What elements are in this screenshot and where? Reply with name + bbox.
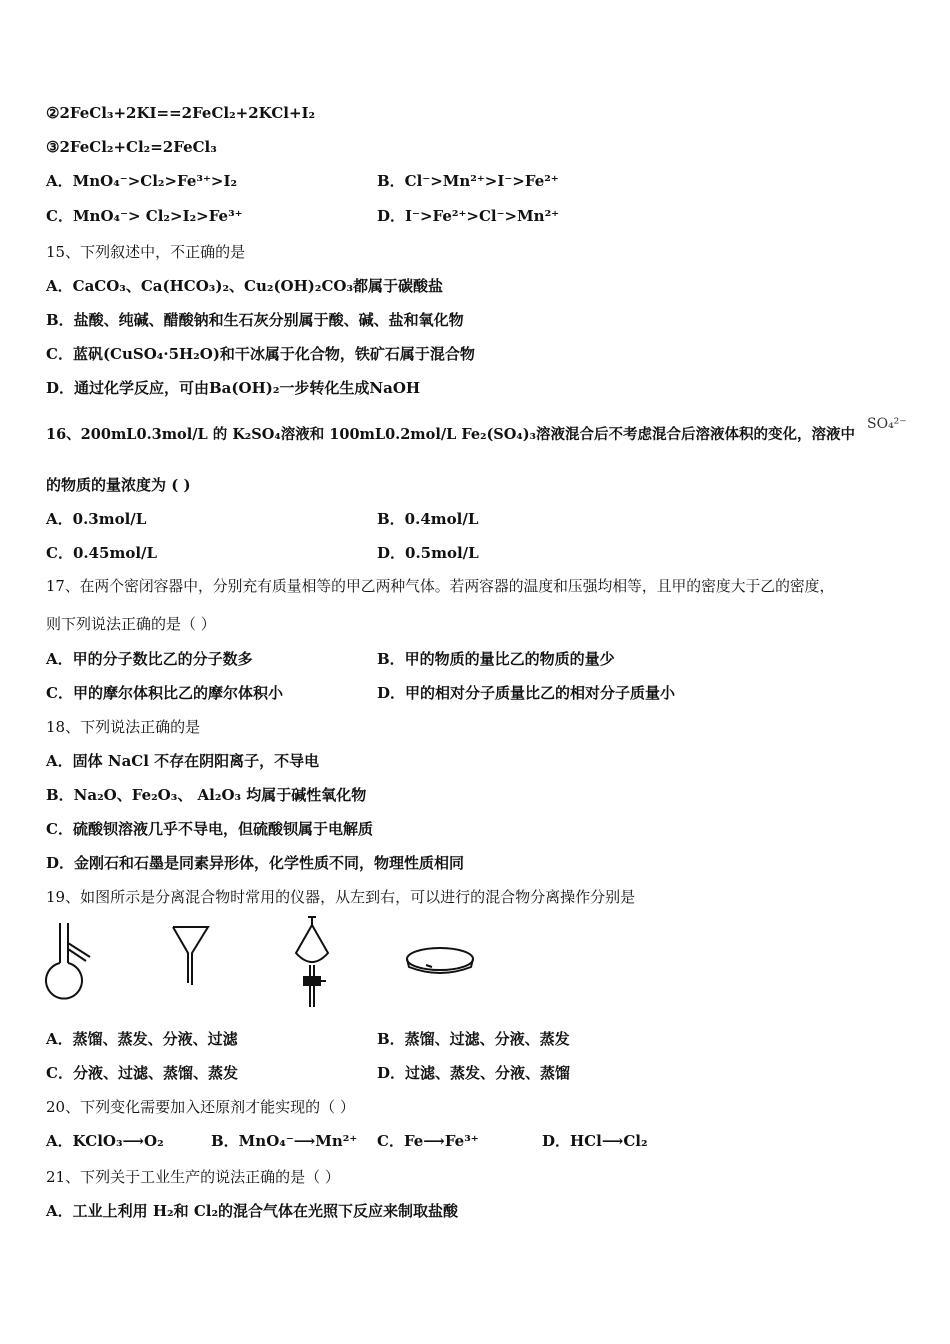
q19-option-d: D．过滤、蒸发、分液、蒸馏 [377,1064,571,1082]
distillation-flask-icon [46,923,90,999]
q19-option-c: C．分液、过滤、蒸馏、蒸发 [46,1064,238,1082]
q17-stem-1: 17、在两个密闭容器中，分别充有质量相等的甲乙两种气体。若两容器的温度和压强均相等，且甲的密度大于乙的密度， [46,578,835,595]
q19-stem: 19、如图所示是分离混合物时常用的仪器，从左到右，可以进行的混合物分离操作分别是 [46,888,636,906]
q21-option-a: A．工业上利用 H₂和 Cl₂的混合气体在光照下反应来制取盐酸 [46,1202,459,1220]
eq-3: ③2FeCl₂+Cl₂=2FeCl₃ [46,138,217,156]
q17-option-a: A．甲的分子数比乙的分子数多 [46,650,253,668]
q15-option-c: C．蓝矾(CuSO₄·5H₂O)和干冰属于化合物，铁矿石属于混合物 [46,345,475,363]
q16-option-d: D．0.5mol/L [377,544,479,562]
eq-2: ②2FeCl₃+2KI==2FeCl₂+2KCl+I₂ [46,104,316,122]
q15-stem: 15、下列叙述中，不正确的是 [46,243,246,261]
q16-option-a: A．0.3mol/L [46,510,147,528]
q18-stem: 18、下列说法正确的是 [46,718,201,736]
q14-option-a: A．MnO₄⁻>Cl₂>Fe³⁺>I₂ [46,172,238,190]
q14-option-b: B．Cl⁻>Mn²⁺>I⁻>Fe²⁺ [377,172,559,190]
evaporating-dish-icon [407,948,473,973]
q21-stem: 21、下列关于工业生产的说法正确的是（ ） [46,1168,340,1186]
q15-option-b: B．盐酸、纯碱、醋酸钠和生石灰分别属于酸、碱、盐和氧化物 [46,311,464,329]
q20-stem: 20、下列变化需要加入还原剂才能实现的（ ） [46,1098,355,1116]
q20-option-b: B．MnO₄⁻⟶Mn²⁺ [211,1132,358,1150]
q19-option-a: A．蒸馏、蒸发、分液、过滤 [46,1030,238,1048]
q16-option-c: C．0.45mol/L [46,544,158,562]
apparatus-figure [40,915,490,1015]
q18-option-b: B．Na₂O、Fe₂O₃、 Al₂O₃ 均属于碱性氧化物 [46,786,367,804]
q19-option-b: B．蒸馏、过滤、分液、蒸发 [377,1030,570,1048]
q20-option-c: C．Fe⟶Fe³⁺ [377,1132,479,1150]
funnel-icon [173,927,208,985]
q16-stem-2: 的物质的量浓度为 ( ) [46,476,191,494]
q17-option-d: D．甲的相对分子质量比乙的相对分子质量小 [377,684,676,702]
q20-option-d: D．HCl⟶Cl₂ [542,1132,648,1150]
q17-option-b: B．甲的物质的量比乙的物质的量少 [377,650,615,668]
separatory-funnel-icon [296,917,328,1007]
q14-option-d: D．I⁻>Fe²⁺>Cl⁻>Mn²⁺ [377,207,560,225]
q18-option-d: D．金刚石和石墨是同素异形体，化学性质不同，物理性质相同 [46,854,465,872]
q16-option-b: B．0.4mol/L [377,510,479,528]
q18-option-c: C．硫酸钡溶液几乎不导电，但硫酸钡属于电解质 [46,820,373,838]
q14-option-c: C．MnO₄⁻> Cl₂>I₂>Fe³⁺ [46,207,243,225]
q15-option-d: D．通过化学反应，可由Ba(OH)₂一步转化生成NaOH [46,379,421,397]
q16-stem-1: 16、200mL0.3mol/L 的 K₂SO₄溶液和 100mL0.2mol/L Fe₂(SO₄)₃溶液混合后不考虑混合后溶液体积的变化，溶液中 [46,426,855,443]
q20-option-a: A．KClO₃⟶O₂ [46,1132,164,1150]
q17-stem-2: 则下列说法正确的是（ ） [46,615,216,633]
q17-option-c: C．甲的摩尔体积比乙的摩尔体积小 [46,684,283,702]
q15-option-a: A．CaCO₃、Ca(HCO₃)₂、Cu₂(OH)₂CO₃都属于碳酸盐 [46,277,444,295]
q16-sulfate-ion: SO₄²⁻ [867,416,907,432]
q18-option-a: A．固体 NaCl 不存在阴阳离子，不导电 [46,752,320,770]
